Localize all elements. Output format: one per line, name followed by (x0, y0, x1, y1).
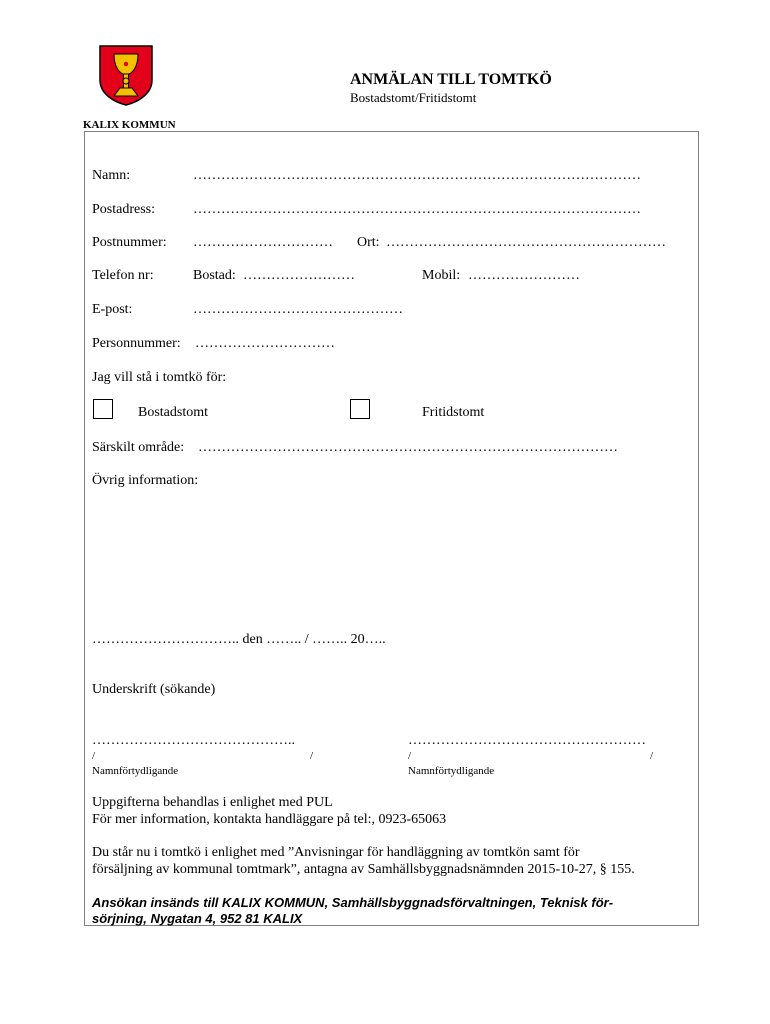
personnummer-label: Personnummer: (92, 336, 181, 351)
bostad-phone-label: Bostad: (193, 268, 236, 283)
chalice-shield-icon (98, 44, 154, 106)
page-title: ANMÄLAN TILL TOMTKÖ (350, 71, 552, 88)
postadress-label: Postadress: (92, 202, 155, 217)
telefon-label: Telefon nr: (92, 268, 154, 283)
bostadstomt-label: Bostadstomt (138, 405, 209, 420)
date-line[interactable]: ………………………….. den …….. / …….. 20….. (92, 632, 386, 647)
page-subtitle: Bostadstomt/Fritidstomt (350, 90, 477, 105)
postnummer-label: Postnummer: (92, 235, 167, 250)
organization-name: KALIX KOMMUN (83, 119, 176, 131)
queue-line-2: försäljning av kommunal tomtmark”, antagna av Samhällsbyggnadsnämnden 2015-10-27, § 155. (92, 862, 635, 877)
namn-label: Namn: (92, 168, 131, 183)
namn-field[interactable]: …………………………………………………………………………………… (193, 168, 641, 183)
ovrig-label: Övrig information: (92, 473, 199, 488)
namnfortydligande-left: Namnförtydligande (92, 765, 179, 777)
fritidstomt-checkbox[interactable] (350, 399, 370, 419)
tomtko-question: Jag vill stå i tomtkö för: (92, 370, 227, 385)
slash-mark: / (408, 750, 412, 762)
sarskilt-label: Särskilt område: (92, 440, 185, 455)
signature-right-field[interactable]: …………………………………………… (408, 733, 646, 748)
mobil-field[interactable]: …………………… (468, 268, 580, 283)
mobil-label: Mobil: (422, 268, 461, 283)
ort-field[interactable]: …………………………………………………… (386, 235, 666, 250)
epost-label: E-post: (92, 302, 133, 317)
fritidstomt-label: Fritidstomt (422, 405, 485, 420)
personnummer-field[interactable]: ………………………… (195, 336, 335, 351)
signature-heading: Underskrift (sökande) (92, 682, 216, 697)
submit-line-1: Ansökan insänds till KALIX KOMMUN, Samhällsbyggnadsförvaltningen, Teknisk för- (92, 895, 614, 910)
queue-line-1: Du står nu i tomtkö i enlighet med ”Anvisningar för handläggning av tomtkön samt för (92, 845, 580, 860)
bostadstomt-checkbox[interactable] (93, 399, 113, 419)
postadress-field[interactable]: …………………………………………………………………………………… (193, 202, 641, 217)
submit-line-2: sörjning, Nygatan 4, 952 81 KALIX (92, 911, 303, 926)
bostad-phone-field[interactable]: …………………… (243, 268, 355, 283)
ort-label: Ort: (357, 235, 380, 250)
pul-line-2: För mer information, kontakta handläggare på tel:, 0923-65063 (92, 812, 447, 827)
slash-mark: / (92, 750, 96, 762)
postnummer-field[interactable]: ………………………… (193, 235, 333, 250)
epost-field[interactable]: ……………………………………… (193, 302, 403, 317)
signature-left-field[interactable]: …………………………………….. (92, 733, 295, 748)
namnfortydligande-right: Namnförtydligande (408, 765, 495, 777)
slash-mark: / (310, 750, 314, 762)
pul-line-1: Uppgifterna behandlas i enlighet med PUL (92, 795, 333, 810)
slash-mark: / (650, 750, 654, 762)
sarskilt-field[interactable]: ……………………………………………………………………………… (198, 440, 618, 455)
ovrig-area[interactable] (92, 495, 682, 620)
